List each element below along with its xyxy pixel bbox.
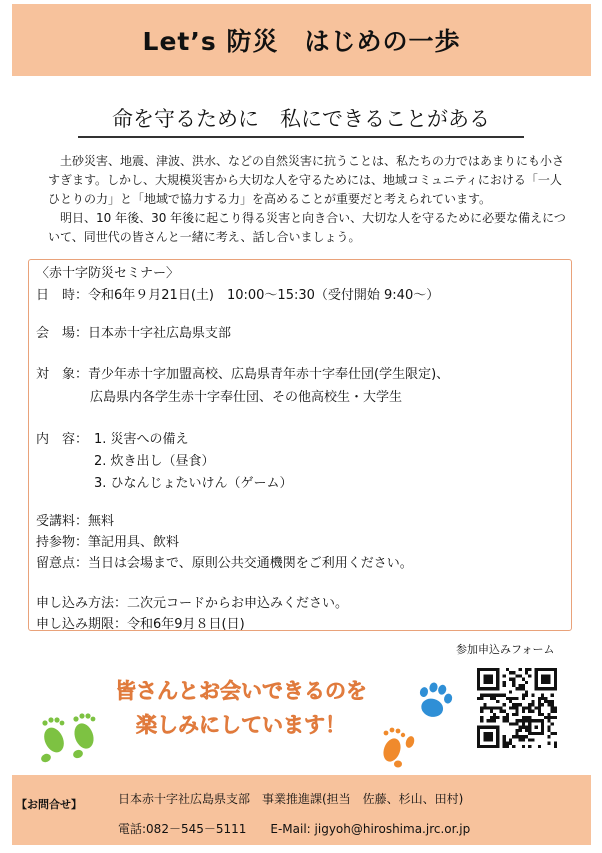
seminar-content-item-3: 3. ひなんじょたいけん（ゲーム）	[94, 476, 293, 491]
seminar-items: 持参物：筆記用具、飲料	[36, 535, 180, 550]
seminar-fee: 受講料：無料	[36, 514, 115, 529]
welcome-line-2: 楽しみにしています！	[136, 713, 346, 737]
seminar-venue: 会 場：日本赤十字社広島県支部	[36, 326, 232, 341]
seminar-target-2: 広島県内各学生赤十字奉仕団、その他高校生・大学生	[90, 390, 403, 405]
qr-caption: 参加申込みフォーム	[456, 643, 555, 656]
welcome-line-1: 皆さんとお会いできるのを	[115, 679, 367, 703]
contact-organization: 日本赤十字社広島県支部 事業推進課(担当 佐藤、杉山、田村)	[118, 792, 464, 806]
intro-paragraph-1: 土砂災害、地震、津波、洪水、などの自然災害に抗うことは、私たちの力ではあまりにも小さすぎます。しかし、大規模災害から大切な人を守るためには、地域コミュニティにおける「一人ひとりの力」と「地域で協力する力」を高めることが重要だと考えられています。	[48, 154, 565, 206]
contact-label: 【お問合せ】	[16, 798, 82, 811]
intro-paragraph-2: 明日、10 年後、30 年後に起こり得る災害と向き合い、大切な人を守るために必要な備えについて、同世代の皆さんと一緒に考え、話し合いましょう。	[48, 211, 566, 244]
subtitle-underline	[78, 136, 524, 138]
intro-text	[48, 152, 568, 247]
seminar-notice: 留意点：当日は会場まで、原則公共交通機関をご利用ください。	[36, 556, 413, 571]
apply-method: 申し込み方法：二次元コードからお申込みください。	[36, 596, 349, 611]
seminar-content-item-1: 1. 災害への備え	[94, 432, 189, 447]
seminar-target-1: 対 象：青少年赤十字加盟高校、広島県青年赤十字奉仕団(学生限定)、	[36, 367, 450, 382]
seminar-content-item-2: 2. 炊き出し（昼食）	[94, 454, 215, 469]
blue-paw-icon	[414, 680, 454, 722]
welcome-message	[96, 674, 386, 742]
contact-details[interactable]: 電話:082－545－5111 E-Mail: jigyoh@hiroshima.jrc.or.jp	[118, 822, 471, 836]
apply-deadline: 申し込み期限：令和6年9月８日(日)	[36, 617, 245, 632]
qr-code-icon[interactable]	[477, 668, 557, 748]
seminar-date: 日 時：令和6年９月21日(土) 10:00～15:30（受付開始 9:40～）	[36, 288, 440, 303]
seminar-heading: 〈赤十字防災セミナー〉	[36, 266, 180, 281]
page-title: Let’s 防災 はじめの一歩	[142, 27, 461, 56]
seminar-content-label: 内 容：	[36, 432, 89, 447]
subtitle: 命を守るために 私にできることがある	[112, 107, 490, 131]
green-footprints-icon	[36, 706, 104, 764]
